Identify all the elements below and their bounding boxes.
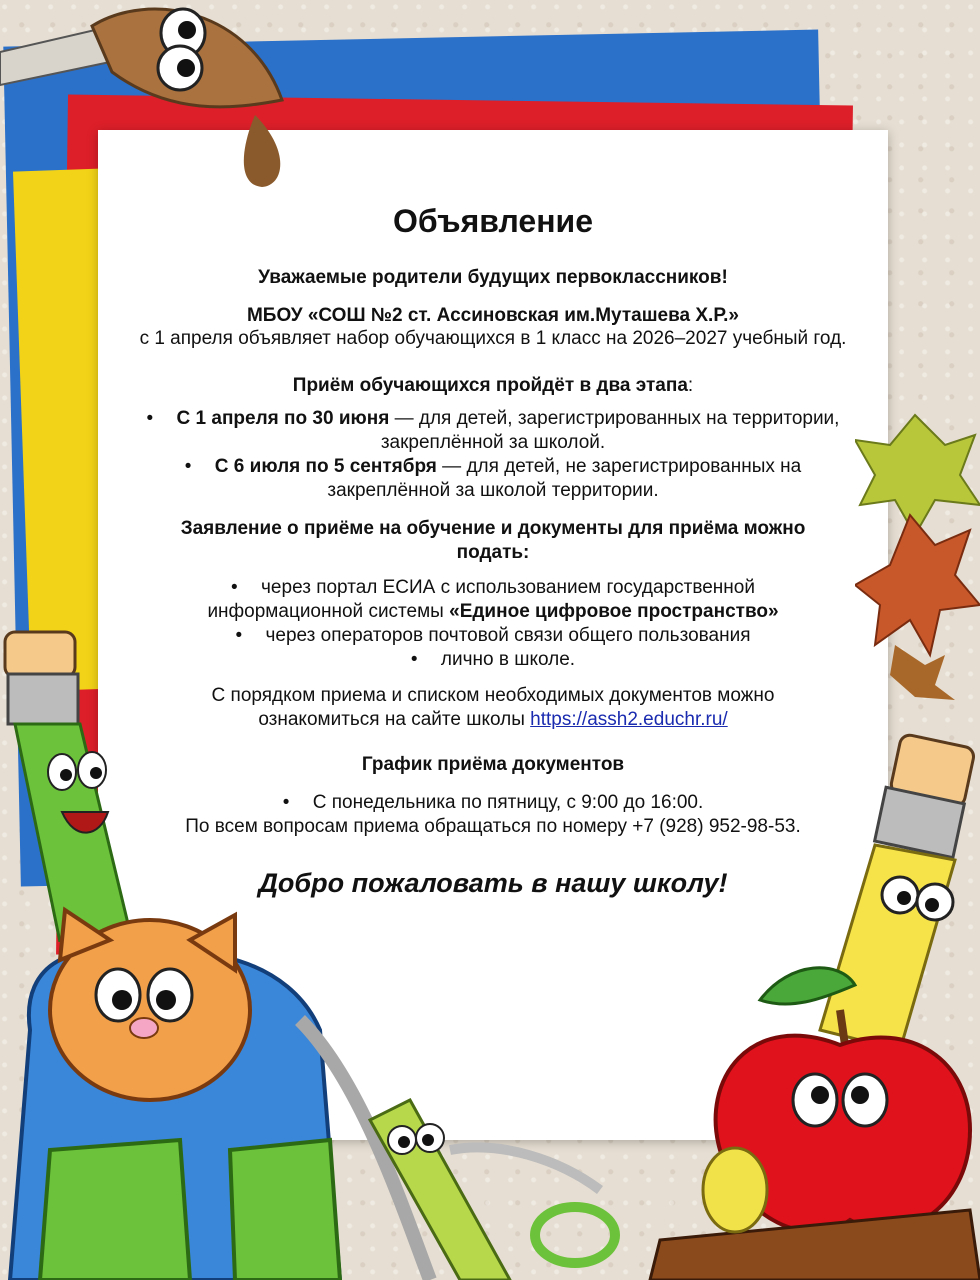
list-item-continuation: закреплённой за школой. [380, 432, 606, 453]
paintbrush-illustration [0, 0, 300, 200]
ruler-scissors-illustration [340, 1080, 680, 1280]
list-item: • через операторов почтовой связи общего пользования [235, 625, 751, 646]
page-title: Объявление [393, 203, 593, 239]
bullet-icon: • [231, 577, 238, 598]
apple-book-illustration [640, 950, 980, 1280]
school-website-link[interactable]: https://assh2.educhr.ru/ [530, 709, 728, 730]
application-heading: Заявление о приёме на обучение и документы для приёма можно [180, 518, 806, 539]
bullet-icon: • [410, 649, 418, 670]
list-item: • С понедельника по пятницу, с 9:00 до 16:00. [282, 792, 704, 813]
info-text: С порядком приема и списком необходимых документов можно [211, 685, 775, 706]
bullet-icon: • [184, 456, 192, 477]
contact-text: По всем вопросам приема обращаться по номеру +7 (928) 952-98-53. [185, 816, 801, 837]
intro-text: с 1 апреля объявляет набор обучающихся в 1 класс на 2026–2027 учебный год. [139, 328, 847, 349]
bullet-icon: • [282, 792, 290, 813]
stages-heading: Приём обучающихся пройдёт в два этапа: [292, 375, 694, 396]
list-item: • С 1 апреля по 30 июня — для детей, зарегистрированных на территории, [146, 408, 840, 429]
application-heading-continuation: подать: [456, 542, 530, 563]
school-name: МБОУ «СОШ №2 ст. Ассиновская им.Муташева Х.Р.» [246, 305, 740, 326]
info-text-continuation: ознакомиться на сайте школы https://assh2.educhr.ru/ [258, 709, 728, 730]
bullet-icon: • [146, 408, 154, 429]
list-item-continuation: информационной системы «Единое цифровое пространство» [207, 601, 779, 622]
list-item-continuation: закреплённой за школой территории. [327, 480, 659, 501]
greeting: Уважаемые родители будущих первоклассников! [258, 267, 728, 288]
list-item: • лично в школе. [410, 649, 576, 670]
list-item: • С 6 июля по 5 сентября — для детей, не зарегистрированных на [184, 456, 802, 477]
bullet-icon: • [235, 625, 243, 646]
schedule-heading: График приёма документов [361, 754, 625, 775]
welcome-text: Добро пожаловать в нашу школу! [258, 868, 728, 898]
list-item: • через портал ЕСИА с использованием государственной [231, 577, 755, 598]
